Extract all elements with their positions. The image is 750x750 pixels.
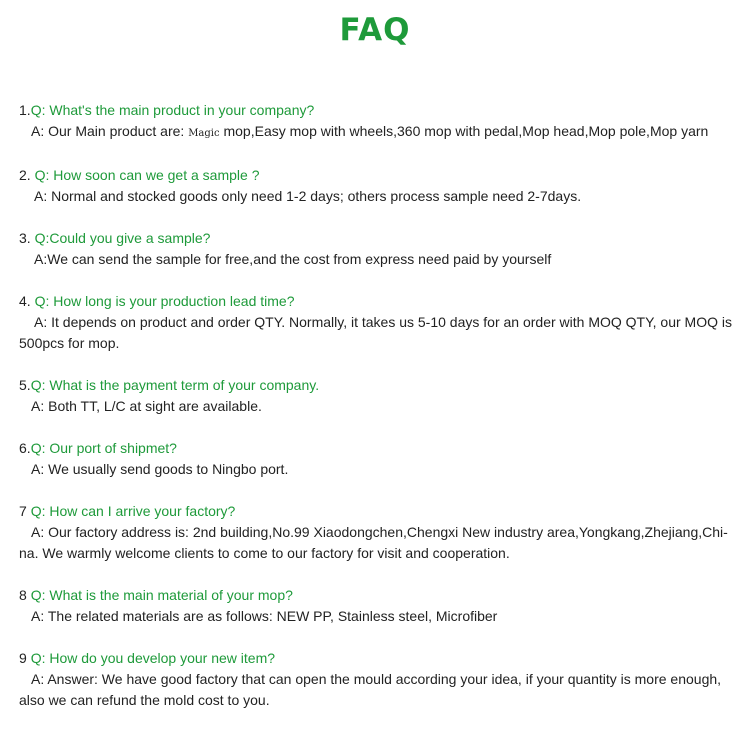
answer-text: mop,Easy mop with wheels,360 mop with pedal,Mop head,Mop pole,Mop yarn <box>219 123 709 139</box>
faq-item <box>19 165 739 207</box>
question-number: 4. <box>19 293 35 309</box>
faq-question <box>19 165 739 186</box>
faq-item <box>19 291 739 354</box>
faq-item <box>19 648 739 711</box>
faq-answer: A: Our factory address is: 2nd building,No.99 Xiaodongchen,Chengxi New industry area,Yongkang,Zhejiang,Chi-na. We warmly welcome clients to come to our factory for visit and cooperation. <box>19 524 728 561</box>
faq-item <box>19 585 739 627</box>
faq-question <box>19 228 739 249</box>
faq-question <box>19 291 739 312</box>
faq-list <box>19 100 739 732</box>
faq-answer: A: We usually send goods to Ningbo port. <box>31 461 289 477</box>
faq-answer: A: Answer: We have good factory that can open the mould according your idea, if your quantity is more enough, also we can refund the mold cost to you. <box>19 671 722 708</box>
faq-answer: A: Normal and stocked goods only need 1-2 days; others process sample need 2-7days. <box>34 188 582 204</box>
question-text: Q: What is the main material of your mop? <box>30 587 293 603</box>
faq-item <box>19 100 739 144</box>
faq-question <box>19 438 739 459</box>
question-text: Q: What is the payment term of your company. <box>30 377 320 393</box>
faq-answer <box>19 121 739 144</box>
faq-answer: A: The related materials are as follows: NEW PP, Stainless steel, Microfiber <box>31 608 498 624</box>
faq-question <box>19 648 739 669</box>
question-text: Q: Our port of shipmet? <box>30 440 177 456</box>
question-number: 1. <box>19 102 31 118</box>
faq-question <box>19 585 739 606</box>
question-text: Q: How long is your production lead time? <box>34 293 295 309</box>
faq-item <box>19 501 739 564</box>
answer-text: A: Our Main product are: <box>31 123 189 139</box>
faq-answer: A: It depends on product and order QTY. Normally, it takes us 5-10 days for an order with MOQ QTY, our MOQ is 500pcs for mop. <box>19 314 732 351</box>
faq-answer: A:We can send the sample for free,and the cost from express need paid by yourself <box>34 251 552 267</box>
faq-item <box>19 228 739 270</box>
faq-answer: A: Both TT, L/C at sight are available. <box>31 398 262 414</box>
question-text: Q: How can I arrive your factory? <box>30 503 236 519</box>
question-text: Q: How do you develop your new item? <box>30 650 276 666</box>
faq-question <box>19 501 739 522</box>
question-text: Q: What's the main product in your company? <box>30 102 315 118</box>
question-text: Q:Could you give a sample? <box>34 230 211 246</box>
question-number: 5. <box>19 377 31 393</box>
question-text: Q: How soon can we get a sample ? <box>34 167 260 183</box>
question-number: 6. <box>19 440 31 456</box>
question-number: 7 <box>19 503 31 519</box>
faq-question <box>19 100 739 121</box>
question-number: 3. <box>19 230 35 246</box>
faq-item <box>19 438 739 480</box>
page-title: FAQ <box>339 12 411 48</box>
question-number: 2. <box>19 167 35 183</box>
faq-item <box>19 375 739 417</box>
question-number: 9 <box>19 650 31 666</box>
faq-question <box>19 375 739 396</box>
answer-magic-word: Magic <box>188 128 220 139</box>
question-number: 8 <box>19 587 31 603</box>
